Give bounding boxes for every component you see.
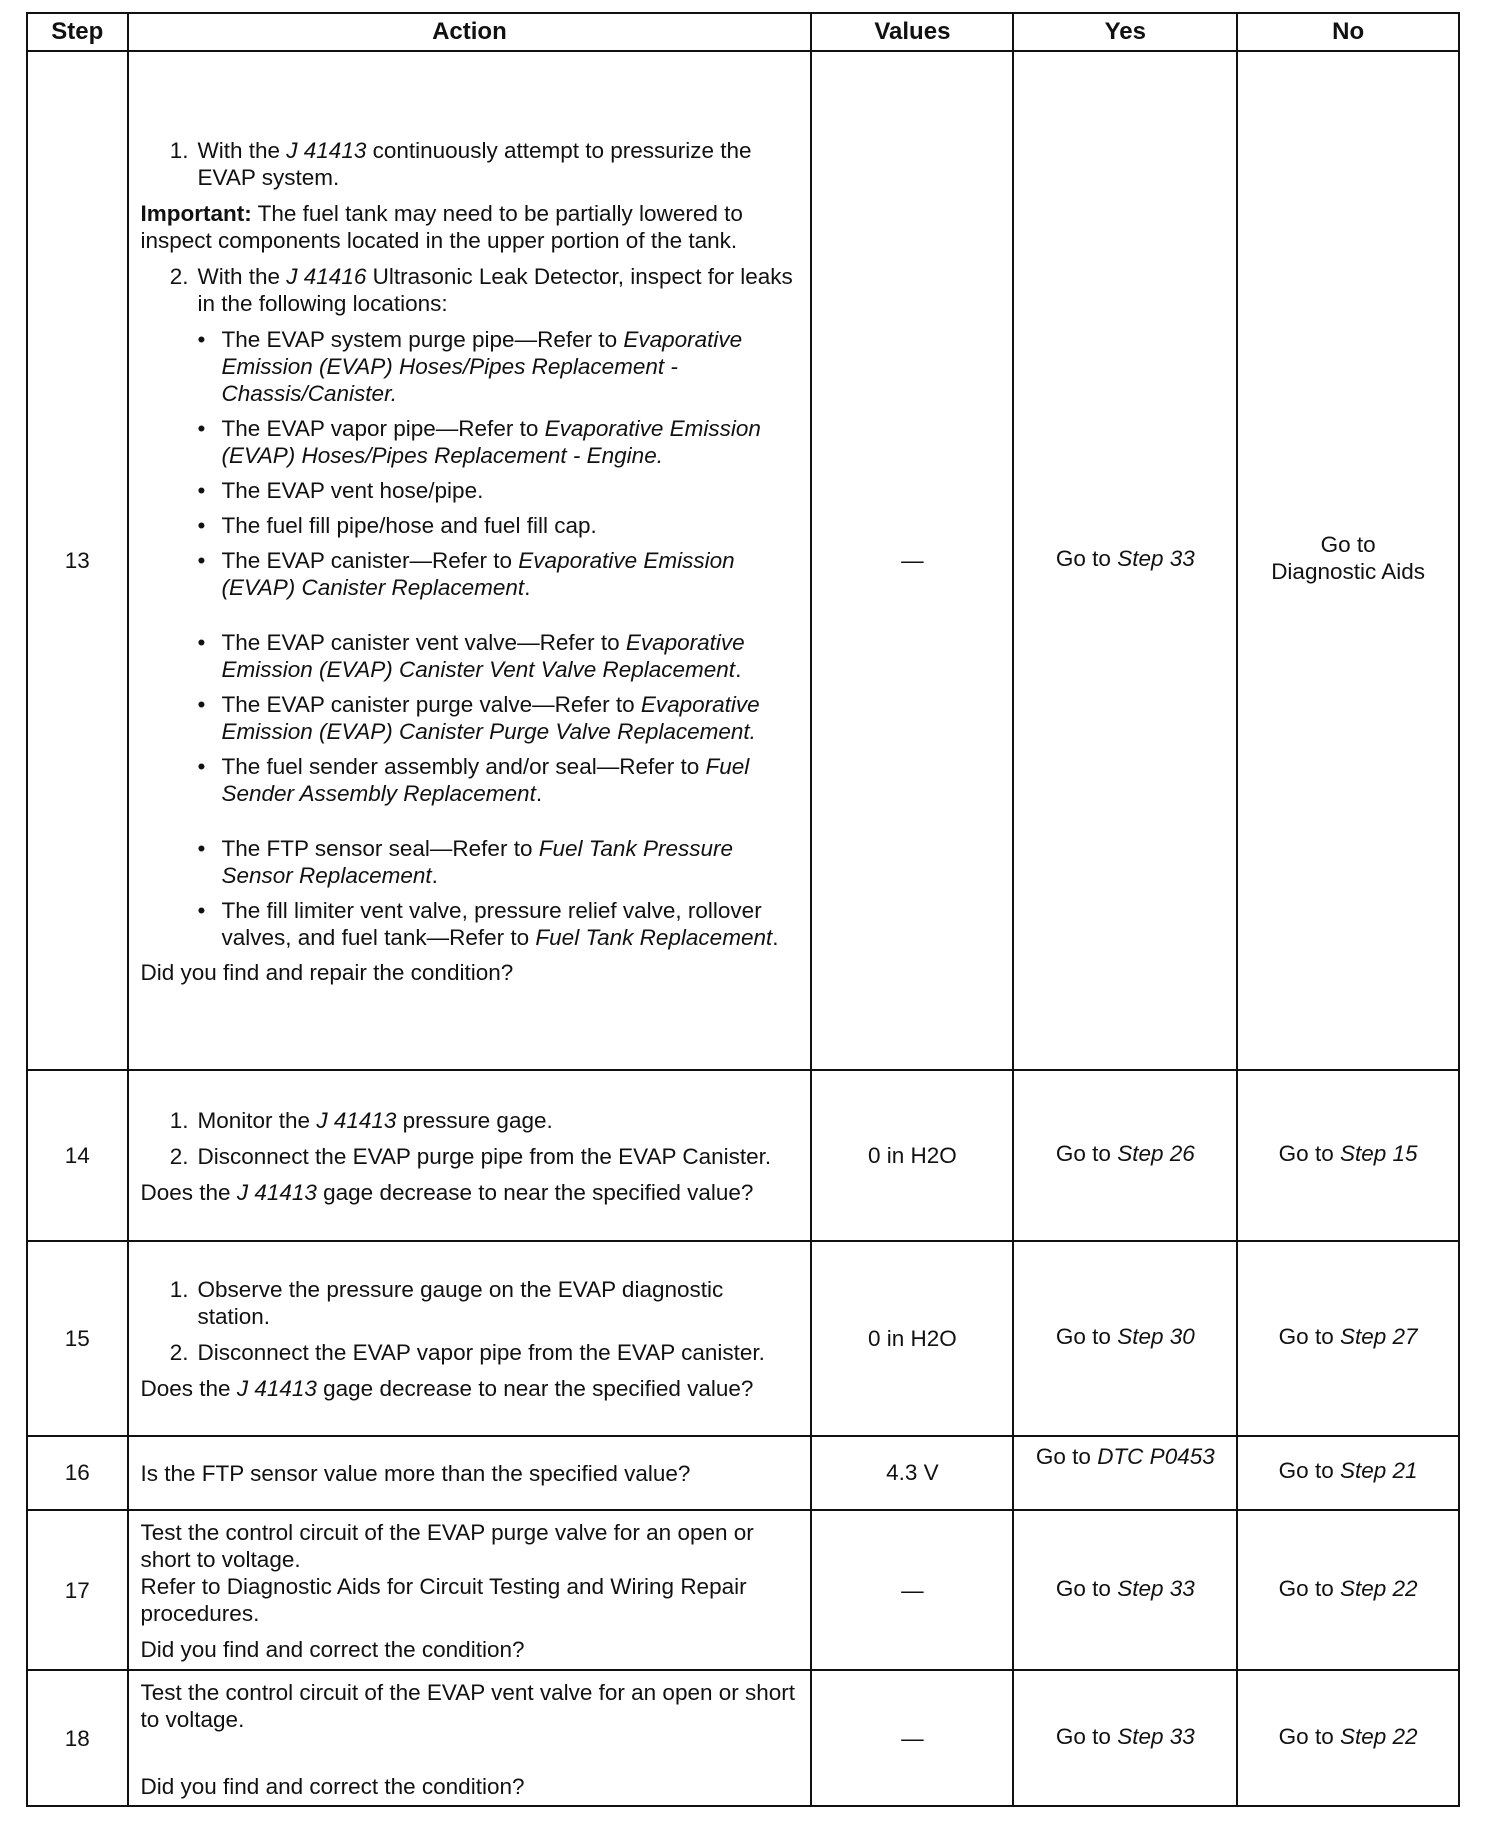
step-link[interactable]: Step 22 (1339, 1575, 1418, 1601)
step-number: 14 (27, 1070, 128, 1241)
tool-reference: J 41413 (316, 1107, 397, 1133)
instruction-text: Test the control circuit of the EVAP purge valve for an open or short to voltage. (140, 1520, 754, 1573)
header-values: Values (811, 13, 1013, 51)
step-number: 17 (27, 1510, 128, 1671)
table-row (27, 51, 1459, 1070)
bullet-item: • The FTP sensor seal—Refer to Fuel Tank Pressure Sensor Replacement. (197, 835, 733, 888)
action-item: 1. Observe the pressure gauge on the EVAP diagnostic station. (169, 1277, 724, 1330)
bullet-icon: • (197, 477, 206, 503)
no-cell[interactable]: Go to Step 22 (1237, 1670, 1459, 1806)
no-cell[interactable]: Go to Step 22 (1237, 1510, 1459, 1671)
diagnostic-steps-table (26, 12, 1460, 1807)
action-cell (128, 1436, 812, 1509)
question-text: Is the FTP sensor value more than the specified value? (140, 1461, 691, 1487)
bullet-item: • The EVAP canister—Refer to Evaporative Emission (EVAP) Canister Replacement. (197, 547, 735, 600)
procedure-link[interactable]: Evaporative Emission (EVAP) Hoses/Pipes Replacement - Chassis/Canister. (221, 326, 743, 406)
no-cell[interactable]: Go to Diagnostic Aids (1237, 51, 1459, 1070)
step-link[interactable]: Step 33 (1117, 1723, 1195, 1749)
step-number: 13 (27, 51, 128, 1070)
value-cell: — (811, 1670, 1013, 1806)
step-link[interactable]: Step 22 (1339, 1723, 1418, 1749)
bullet-item: • The EVAP canister vent valve—Refer to Evaporative Emission (EVAP) Canister Vent Valve Replacement. (197, 629, 745, 682)
bullet-icon: • (197, 897, 206, 923)
yes-cell[interactable]: Go to Step 33 (1013, 51, 1237, 1070)
yes-cell[interactable]: Go to DTC P0453 (1013, 1436, 1237, 1509)
table-row (27, 1070, 1459, 1241)
question-text: Does the J 41413 gage decrease to near the specified value? (140, 1179, 754, 1205)
step-link[interactable]: Step 26 (1117, 1140, 1195, 1166)
bullet-item: • The fuel sender assembly and/or seal—Refer to Fuel Sender Assembly Replacement. (197, 753, 750, 806)
table-row (27, 1510, 1459, 1671)
value-cell: 0 in H2O (811, 1070, 1013, 1241)
bullet-item: • The EVAP vapor pipe—Refer to Evaporative Emission (EVAP) Hoses/Pipes Replacement - Engine. (197, 415, 761, 468)
no-cell[interactable]: Go to Step 27 (1237, 1241, 1459, 1437)
yes-cell[interactable]: Go to Step 33 (1013, 1670, 1237, 1806)
action-item: 2. With the J 41416 Ultrasonic Leak Detector, inspect for leaks in the following locations: (169, 263, 793, 316)
header-step: Step (27, 13, 128, 51)
bullet-icon: • (197, 753, 206, 779)
action-item: 2. Disconnect the EVAP vapor pipe from the EVAP canister. (169, 1340, 765, 1366)
procedure-link[interactable]: Evaporative Emission (EVAP) Canister Vent Valve Replacement (221, 629, 745, 682)
action-cell (128, 1070, 812, 1241)
table-row (27, 1241, 1459, 1437)
tool-reference: J 41413 (286, 137, 367, 163)
action-item: 1. Monitor the J 41413 pressure gage. (169, 1107, 553, 1133)
action-cell (128, 1670, 812, 1806)
question-text: Did you find and correct the condition? (140, 1637, 525, 1663)
question-text: Did you find and repair the condition? (140, 959, 514, 985)
reference-note: Refer to Diagnostic Aids for Circuit Testing and Wiring Repair procedures. (140, 1574, 747, 1627)
question-text: Did you find and correct the condition? (140, 1773, 525, 1799)
step-link[interactable]: Step 33 (1117, 1575, 1195, 1601)
procedure-link[interactable]: Fuel Tank Replacement (535, 924, 773, 950)
no-cell[interactable]: Go to Step 15 (1237, 1070, 1459, 1241)
action-item: 2. Disconnect the EVAP purge pipe from the EVAP Canister. (169, 1143, 772, 1169)
step-link[interactable]: Step 27 (1339, 1323, 1418, 1349)
action-cell (128, 1510, 812, 1671)
procedure-link[interactable]: Evaporative Emission (EVAP) Canister Replacement (221, 547, 735, 600)
bullet-item: • The EVAP canister purge valve—Refer to Evaporative Emission (EVAP) Canister Purge Valve Replacement. (197, 691, 760, 744)
step-number: 18 (27, 1670, 128, 1806)
procedure-link[interactable]: Evaporative Emission (EVAP) Canister Purge Valve Replacement. (221, 691, 760, 744)
dtc-link[interactable]: DTC P0453 (1097, 1444, 1215, 1470)
bullet-icon: • (197, 629, 206, 655)
tool-reference: J 41416 (286, 263, 367, 289)
action-cell (128, 51, 812, 1070)
bullet-item: • The EVAP system purge pipe—Refer to Evaporative Emission (EVAP) Hoses/Pipes Replacement - Chassis/Canister. (197, 326, 743, 406)
step-number: 16 (27, 1436, 128, 1509)
value-cell: 4.3 V (811, 1436, 1013, 1509)
step-link[interactable]: Step 21 (1339, 1458, 1418, 1484)
procedure-link[interactable]: Fuel Tank Pressure Sensor Replacement (221, 835, 733, 888)
bullet-item: • The fuel fill pipe/hose and fuel fill cap. (197, 512, 597, 538)
header-yes: Yes (1013, 13, 1237, 51)
step-link[interactable]: Step 30 (1117, 1323, 1195, 1349)
tool-reference: J 41413 (236, 1179, 317, 1205)
header-no: No (1237, 13, 1459, 51)
yes-cell[interactable]: Go to Step 33 (1013, 1510, 1237, 1671)
table-row (27, 1436, 1459, 1509)
bullet-icon: • (197, 835, 206, 861)
yes-cell[interactable]: Go to Step 26 (1013, 1070, 1237, 1241)
diagnostic-aids-link[interactable]: Diagnostic Aids (1271, 559, 1426, 585)
bullet-icon: • (197, 326, 206, 352)
value-cell: — (811, 1510, 1013, 1671)
step-link[interactable]: Step 15 (1339, 1140, 1418, 1166)
bullet-item: • The fill limiter vent valve, pressure relief valve, rollover valves, and fuel tank—Refer to Fuel Tank Replacement. (197, 897, 779, 950)
instruction-text: Test the control circuit of the EVAP vent valve for an open or short to voltage. (140, 1679, 796, 1732)
question-text: Does the J 41413 gage decrease to near the specified value? (140, 1376, 754, 1402)
bullet-icon: • (197, 512, 206, 538)
value-cell: 0 in H2O (811, 1241, 1013, 1437)
header-row (27, 13, 1459, 51)
bullet-icon: • (197, 547, 206, 573)
bullet-icon: • (197, 691, 206, 717)
header-action: Action (128, 13, 812, 51)
value-cell: — (811, 51, 1013, 1070)
procedure-link[interactable]: Fuel Sender Assembly Replacement (221, 753, 750, 806)
table-row (27, 1670, 1459, 1806)
tool-reference: J 41413 (236, 1376, 317, 1402)
yes-cell[interactable]: Go to Step 30 (1013, 1241, 1237, 1437)
no-cell[interactable]: Go to Step 21 (1237, 1436, 1459, 1509)
procedure-link[interactable]: Evaporative Emission (EVAP) Hoses/Pipes Replacement - Engine. (221, 415, 761, 468)
bullet-icon: • (197, 415, 206, 441)
diagnostic-table (26, 12, 1460, 1807)
action-item: 1. With the J 41413 continuously attempt to pressurize the EVAP system. (169, 137, 752, 190)
important-note: Important: The fuel tank may need to be partially lowered to inspect components located in the upper portion of the tank. (140, 200, 743, 253)
step-number: 15 (27, 1241, 128, 1437)
action-cell (128, 1241, 812, 1437)
bullet-item: • The EVAP vent hose/pipe. (197, 477, 484, 503)
step-link[interactable]: Step 33 (1117, 545, 1195, 571)
